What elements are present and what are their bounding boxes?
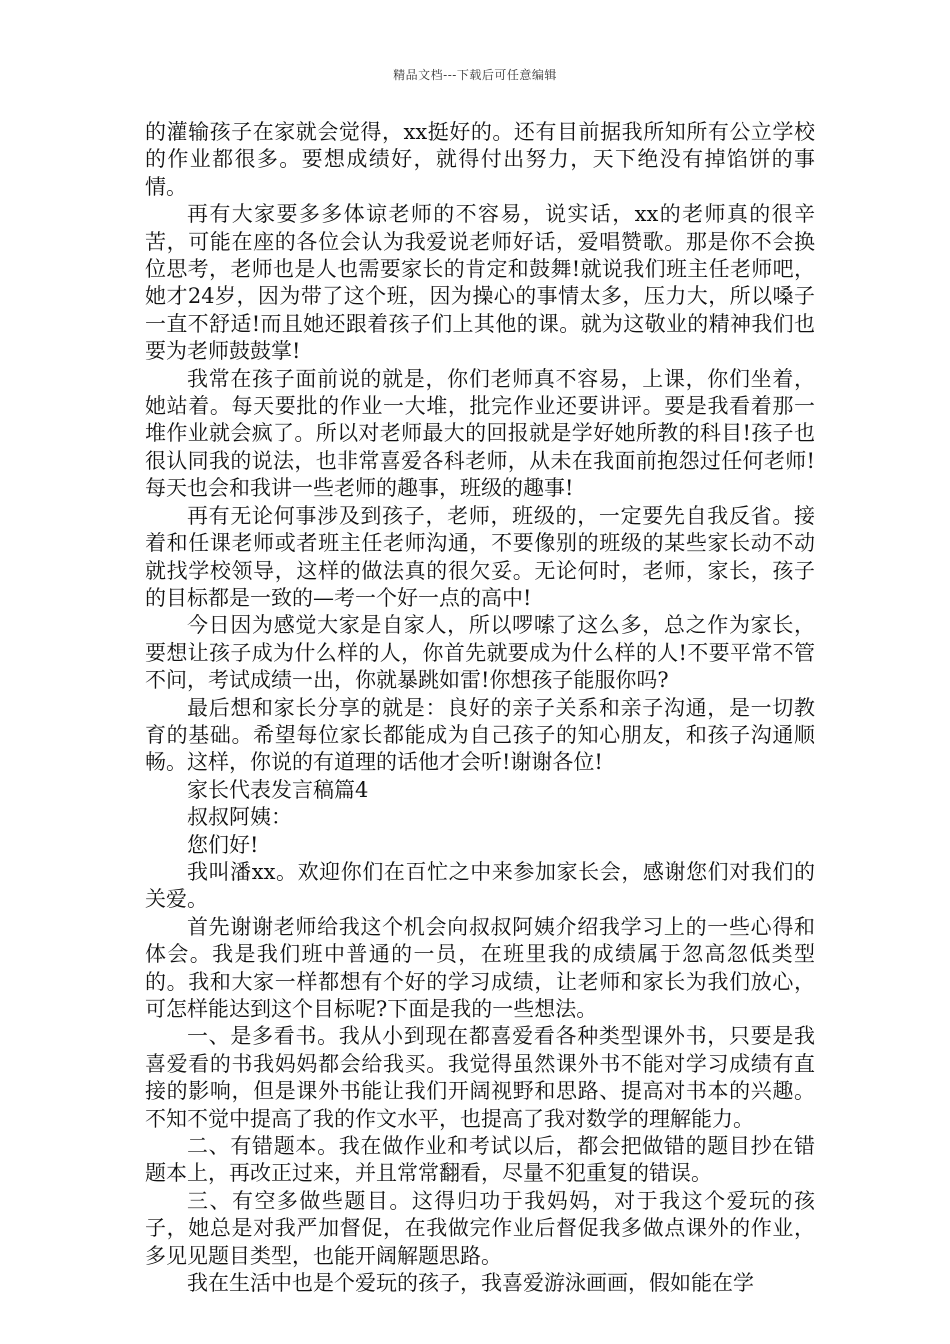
section-heading: 家长代表发言稿篇4 — [187, 777, 369, 802]
paragraph: 最后想和家长分享的就是：良好的亲子关系和亲子沟通，是一切教育的基础。希望每位家长都能成为自己孩子的知心朋友，和孩子沟通顺畅。这样，你说的有道理的话他才会听!谢谢各位! — [145, 695, 815, 775]
paragraph: 的灌输孩子在家就会觉得，xx挺好的。还有目前据我所知所有公立学校的作业都很多。要想成绩好，就得付出努力，天下绝没有掉馅饼的事情。 — [145, 120, 815, 199]
paragraph: 二、有错题本。我在做作业和考试以后，都会把做错的题目抄在错题本上，再改正过来，并且常常翻看，尽量不犯重复的错误。 — [145, 1134, 815, 1186]
paragraph: 我叫潘xx。欢迎你们在百忙之中来参加家长会，感谢您们对我们的关爱。 — [145, 859, 815, 912]
document-body — [145, 119, 815, 1297]
greeting: 您们好! — [187, 832, 259, 857]
paragraph: 三、有空多做些题目。这得归功于我妈妈，对于我这个爱玩的孩子，她总是对我严加督促，在我做完作业后督促我多做点课外的作业，多见见题目类型，也能开阔解题思路。 — [145, 1188, 815, 1268]
paragraph: 我常在孩子面前说的就是，你们老师真不容易，上课，你们坐着，她站着。每天要批的作业一大堆，批完作业还要讲评。要是我看着那一堆作业就会疯了。所以对老师最大的回报就是学好她所教的科目!孩子也很认同我的说法，也非常喜爱各科老师，从未在我面前抱怨过任何老师!每天也会和我讲一些老师的趣事，班级的趣事! — [145, 366, 815, 501]
salutation: 叔叔阿姨： — [187, 805, 292, 830]
paragraph: 首先谢谢老师给我这个机会向叔叔阿姨介绍我学习上的一些心得和体会。我是我们班中普通的一员，在班里我的成绩属于忽高忽低类型的。我和大家一样都想有个好的学习成绩，让老师和家长为我们放心，可怎样能达到这个目标呢?下面是我的一些想法。 — [145, 914, 815, 1021]
paragraph: 我在生活中也是个爱玩的孩子，我喜爱游泳画画，假如能在学 — [187, 1271, 754, 1296]
paragraph: 今日因为感觉大家是自家人，所以啰嗦了这么多，总之作为家长，要想让孩子成为什么样的人，你首先就要成为什么样的人!不要平常不管不问，考试成绩一出，你就暴跳如雷!你想孩子能服你吗? — [145, 613, 815, 693]
page-header: 精品文档---下载后可任意编辑 — [393, 68, 557, 82]
paragraph: 再有无论何事涉及到孩子，老师，班级的，一定要先自我反省。接着和任课老师或者班主任老师沟通，不要像别的班级的某些家长动不动就找学校领导，这样的做法真的很欠妥。无论何时，老师，家长，孩子的目标都是一致的—考一个好一点的高中! — [145, 503, 815, 610]
paragraph: 一、是多看书。我从小到现在都喜爱看各种类型课外书，只要是我喜爱看的书我妈妈都会给我买。我觉得虽然课外书不能对学习成绩有直接的影响，但是课外书能让我们开阔视野和思路、提高对书本的兴趣。不知不觉中提高了我的作文水平，也提高了我对数学的理解能力。 — [145, 1024, 815, 1131]
paragraph: 再有大家要多多体谅老师的不容易，说实话，xx的老师真的很辛苦，可能在座的各位会认为我爱说老师好话，爱唱赞歌。那是你不会换位思考，老师也是人也需要家长的肯定和鼓舞!就说我们班主任老师吧，她才24岁，因为带了这个班，因为操心的事情太多，压力大，所以嗓子一直不舒适!而且她还跟着孩子们上其他的课。就为这敬业的精神我们也要为老师鼓鼓掌! — [145, 202, 815, 364]
